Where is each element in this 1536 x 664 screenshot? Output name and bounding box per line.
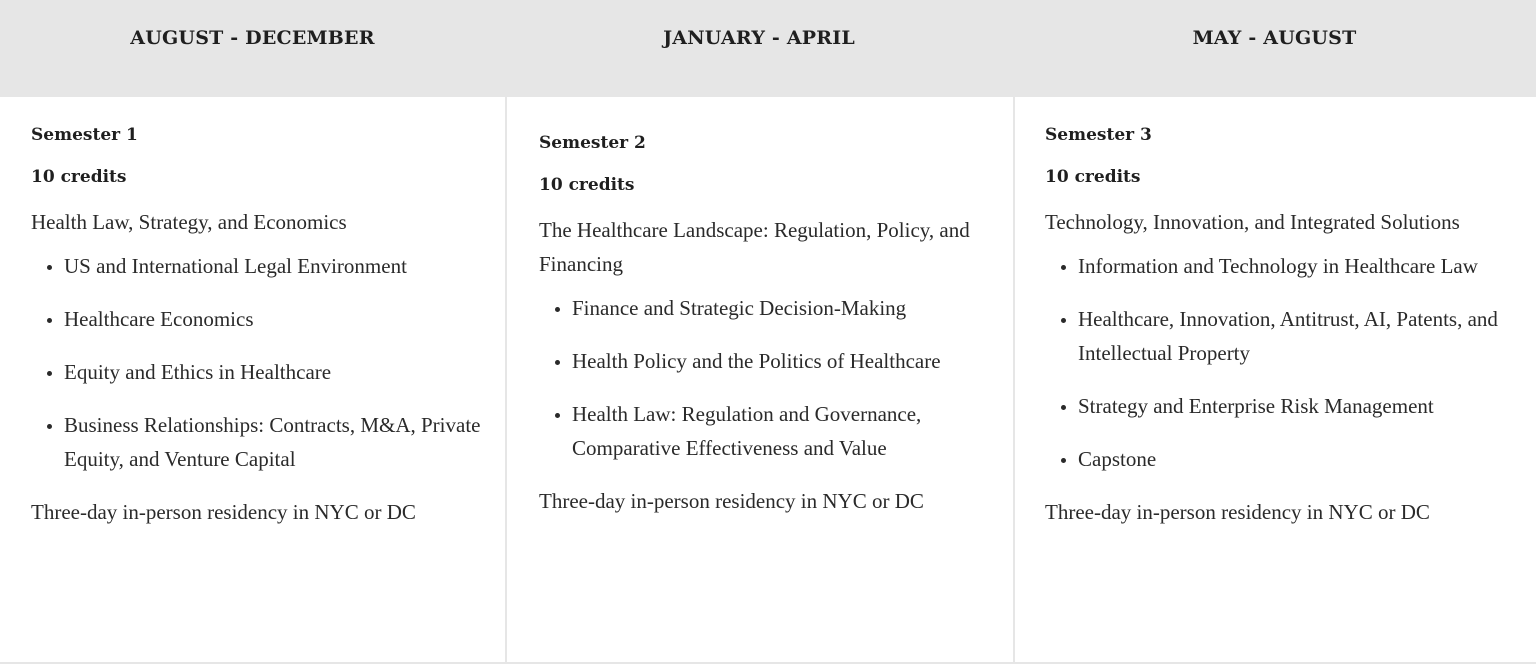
course-title: The Healthcare Landscape: Regulation, Policy, and Financing: [539, 218, 970, 276]
topic-list: [539, 291, 989, 465]
list-item: • Finance and Strategic Decision-Making: [572, 291, 989, 325]
topic-list: [31, 249, 485, 476]
residency-note: Three-day in-person residency in NYC or DC: [31, 500, 416, 524]
column-header-may-aug: MAY - AUGUST: [1013, 0, 1536, 97]
column-header-aug-dec: AUGUST - DECEMBER: [0, 0, 505, 97]
course-title: Health Law, Strategy, and Economics: [31, 210, 347, 234]
semester-3-cell: [1013, 97, 1536, 664]
list-item: • Healthcare, Innovation, Antitrust, AI, Patents, and Intellectual Property: [1078, 302, 1526, 370]
semester-credits: 10 credits: [1045, 167, 1141, 187]
semester-credits: 10 credits: [539, 175, 635, 195]
list-item: • Strategy and Enterprise Risk Management: [1078, 389, 1526, 423]
column-header-jan-apr: JANUARY - APRIL: [505, 0, 1013, 97]
list-item: • Health Law: Regulation and Governance, Comparative Effectiveness and Value: [572, 397, 989, 465]
topic-list: [1045, 249, 1526, 476]
list-item: • Capstone: [1078, 442, 1526, 476]
semester-title: Semester 2: [539, 133, 646, 153]
semester-1-cell: [0, 97, 505, 664]
semester-title: Semester 3: [1045, 125, 1152, 145]
residency-note: Three-day in-person residency in NYC or DC: [539, 489, 924, 513]
list-item: • Healthcare Economics: [64, 302, 485, 336]
list-item: • Health Policy and the Politics of Healthcare: [572, 344, 989, 378]
residency-note: Three-day in-person residency in NYC or DC: [1045, 500, 1430, 524]
semester-title: Semester 1: [31, 125, 138, 145]
list-item: • Information and Technology in Healthcare Law: [1078, 249, 1526, 283]
list-item: • US and International Legal Environment: [64, 249, 485, 283]
list-item: • Equity and Ethics in Healthcare: [64, 355, 485, 389]
list-item: • Business Relationships: Contracts, M&A, Private Equity, and Venture Capital: [64, 408, 485, 476]
course-title: Technology, Innovation, and Integrated Solutions: [1045, 210, 1460, 234]
semester-credits: 10 credits: [31, 167, 127, 187]
semester-2-cell: [505, 97, 1013, 664]
